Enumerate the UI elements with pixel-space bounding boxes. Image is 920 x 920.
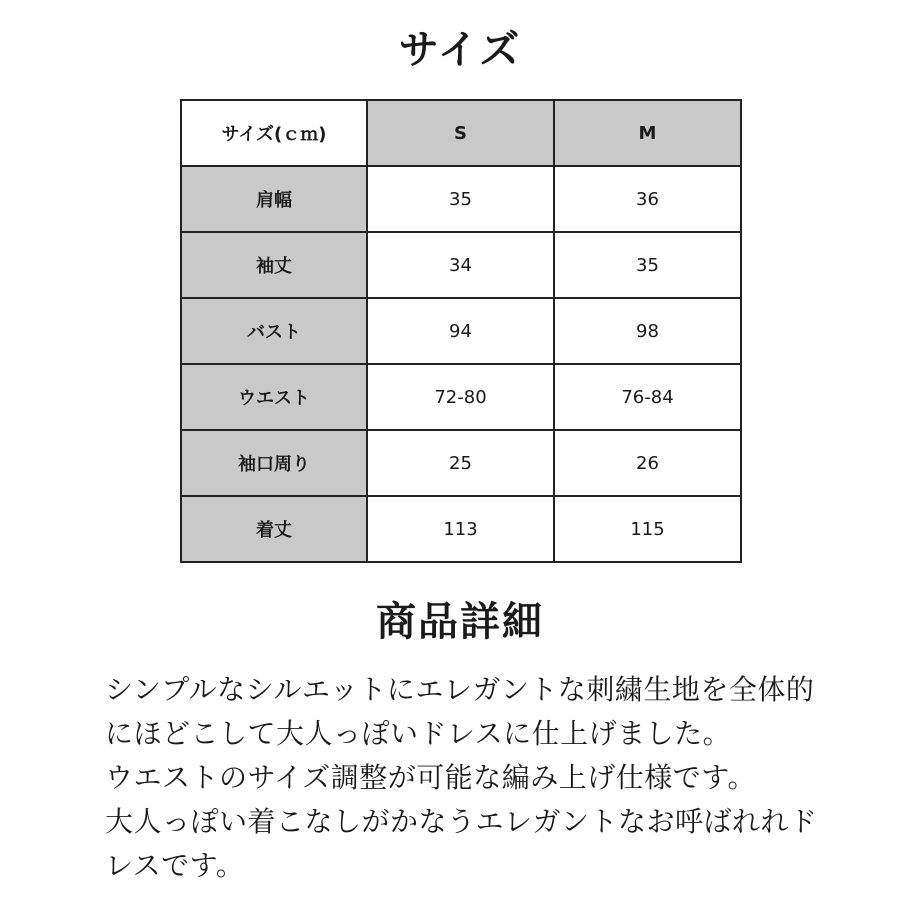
description-line: ウエストのサイズ調整が可能な編み上げ仕様です。 <box>105 761 757 794</box>
description-line: シンプルなシルエットにエレガントな刺繍生地を全体的 <box>105 673 815 706</box>
table-cell: 113 <box>367 496 554 562</box>
table-cell: 115 <box>554 496 741 562</box>
description-line: レスです。 <box>105 849 245 882</box>
size-unit-header: サイズ(ｃｍ) <box>181 100 367 166</box>
size-column-m: M <box>554 100 741 166</box>
table-row <box>181 298 741 364</box>
table-cell: 94 <box>367 298 554 364</box>
table-cell: 35 <box>367 166 554 232</box>
row-label-total-length: 着丈 <box>181 496 367 562</box>
table-cell: 34 <box>367 232 554 298</box>
size-table-header-row <box>181 100 741 166</box>
table-cell: 26 <box>554 430 741 496</box>
description-line: にほどこして大人っぽいドレスに仕上げました。 <box>105 717 732 750</box>
row-label-sleeve-length: 袖丈 <box>181 232 367 298</box>
size-column-s: S <box>367 100 554 166</box>
table-cell: 72-80 <box>367 364 554 430</box>
row-label-shoulder-width: 肩幅 <box>181 166 367 232</box>
table-row <box>181 364 741 430</box>
table-cell: 35 <box>554 232 741 298</box>
table-row <box>181 232 741 298</box>
table-row <box>181 166 741 232</box>
product-description <box>105 668 865 888</box>
table-row <box>181 496 741 562</box>
table-row <box>181 430 741 496</box>
table-cell: 25 <box>367 430 554 496</box>
row-label-bust: バスト <box>181 298 367 364</box>
product-detail-title: 商品詳細 <box>376 599 544 645</box>
description-line: 大人っぽい着こなしがかなうエレガントなお呼ばれれド <box>105 805 818 838</box>
table-cell: 76-84 <box>554 364 741 430</box>
size-section-title: サイズ <box>398 27 522 73</box>
row-label-waist: ウエスト <box>181 364 367 430</box>
table-cell: 98 <box>554 298 741 364</box>
table-cell: 36 <box>554 166 741 232</box>
size-table <box>180 99 742 563</box>
row-label-cuff-circumference: 袖口周り <box>181 430 367 496</box>
